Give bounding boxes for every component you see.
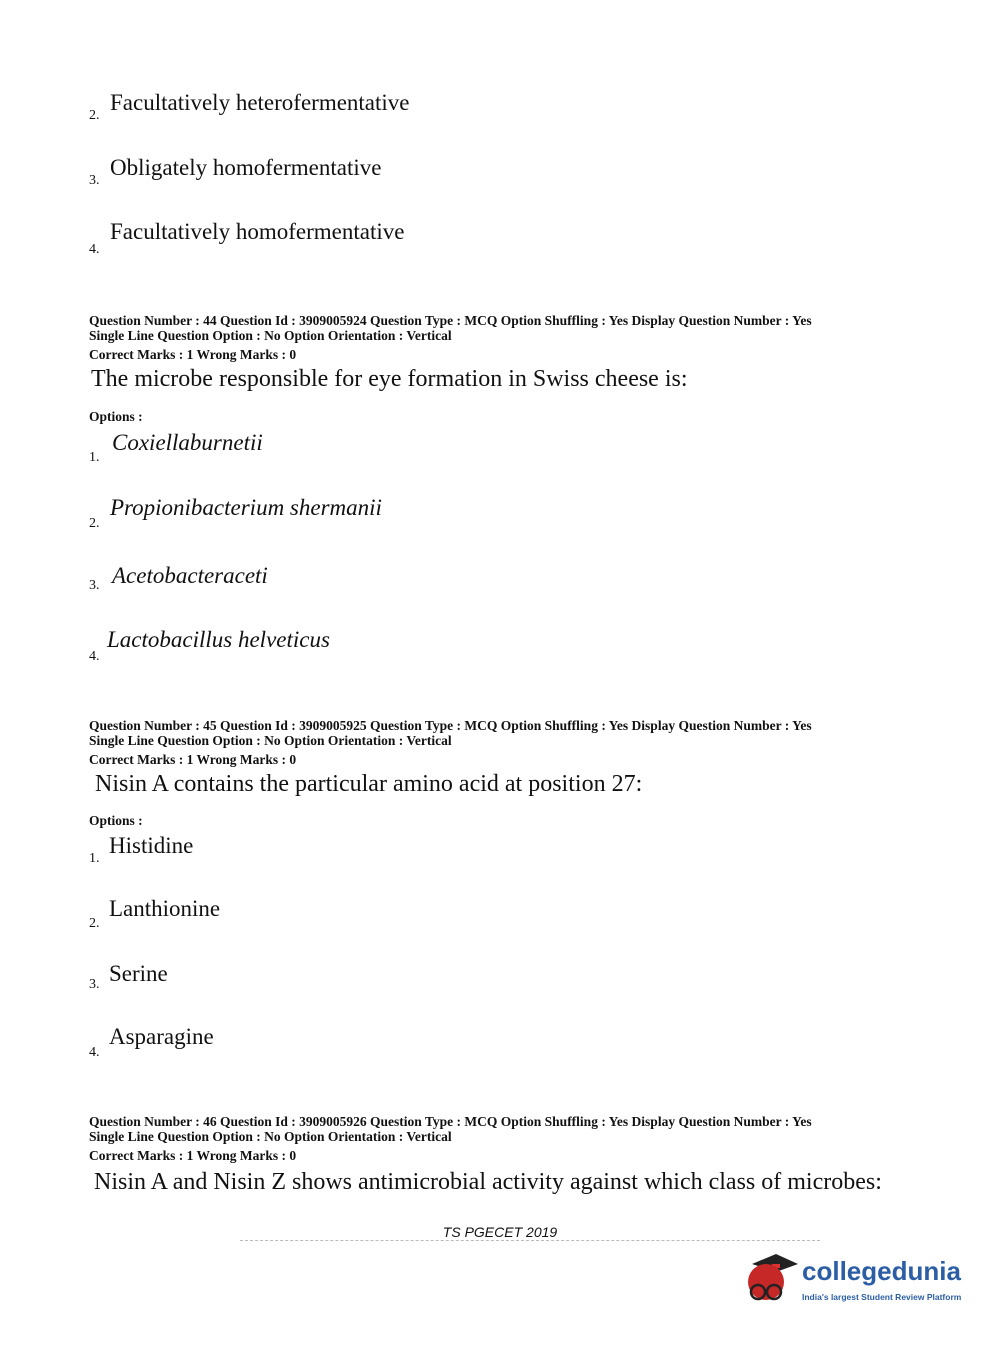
option-text: Coxiellaburnetii [112, 430, 263, 455]
option-number: 3. [89, 173, 100, 188]
question-marks: Correct Marks : 1 Wrong Marks : 0 [89, 752, 297, 767]
question-marks: Correct Marks : 1 Wrong Marks : 0 [89, 1148, 297, 1163]
option-text: Obligately homofermentative [110, 155, 382, 180]
option-number: 1. [89, 450, 100, 465]
option-text: Propionibacterium shermanii [110, 495, 382, 520]
option-number: 3. [89, 578, 100, 593]
question-text: Nisin A contains the particular amino acid at position 27: [95, 771, 643, 797]
options-label: Options : [89, 409, 143, 424]
option-number: 2. [89, 108, 100, 123]
question-meta-2: Single Line Question Option : No Option Orientation : Vertical [89, 1129, 452, 1144]
option-text: Lactobacillus helveticus [107, 627, 330, 652]
question-meta: Question Number : 45 Question Id : 3909005925 Question Type : MCQ Option Shuffling : Yes Display Question Number : Yes [89, 718, 812, 733]
footer-divider [240, 1240, 820, 1241]
option-text: Acetobacteraceti [112, 563, 268, 588]
question-text: Nisin A and Nisin Z shows antimicrobial activity against which class of microbes: [94, 1169, 882, 1195]
question-marks: Correct Marks : 1 Wrong Marks : 0 [89, 347, 297, 362]
option-number: 4. [89, 649, 100, 664]
option-number: 2. [89, 516, 100, 531]
collegedunia-logo[interactable] [742, 1250, 972, 1310]
option-text: Serine [109, 961, 168, 986]
option-text: Facultatively heterofermentative [110, 90, 410, 115]
option-number: 4. [89, 242, 100, 257]
mascot-icon [742, 1250, 800, 1310]
option-text: Facultatively homofermentative [110, 219, 405, 244]
option-text: Histidine [109, 833, 194, 858]
logo-tagline: India's largest Student Review Platform [802, 1292, 962, 1302]
option-number: 2. [89, 916, 100, 931]
footer-exam-label: TS PGECET 2019 [442, 1224, 558, 1240]
option-text: Asparagine [109, 1024, 214, 1049]
question-meta: Question Number : 46 Question Id : 3909005926 Question Type : MCQ Option Shuffling : Yes Display Question Number : Yes [89, 1114, 812, 1129]
options-label: Options : [89, 813, 143, 828]
option-number: 4. [89, 1045, 100, 1060]
question-meta-2: Single Line Question Option : No Option Orientation : Vertical [89, 328, 452, 343]
option-number: 3. [89, 977, 100, 992]
option-number: 1. [89, 851, 100, 866]
question-text: The microbe responsible for eye formation in Swiss cheese is: [91, 366, 688, 392]
question-meta: Question Number : 44 Question Id : 3909005924 Question Type : MCQ Option Shuffling : Yes Display Question Number : Yes [89, 313, 812, 328]
logo-name: collegedunia [802, 1256, 961, 1286]
option-text: Lanthionine [109, 896, 221, 921]
question-meta-2: Single Line Question Option : No Option Orientation : Vertical [89, 733, 452, 748]
